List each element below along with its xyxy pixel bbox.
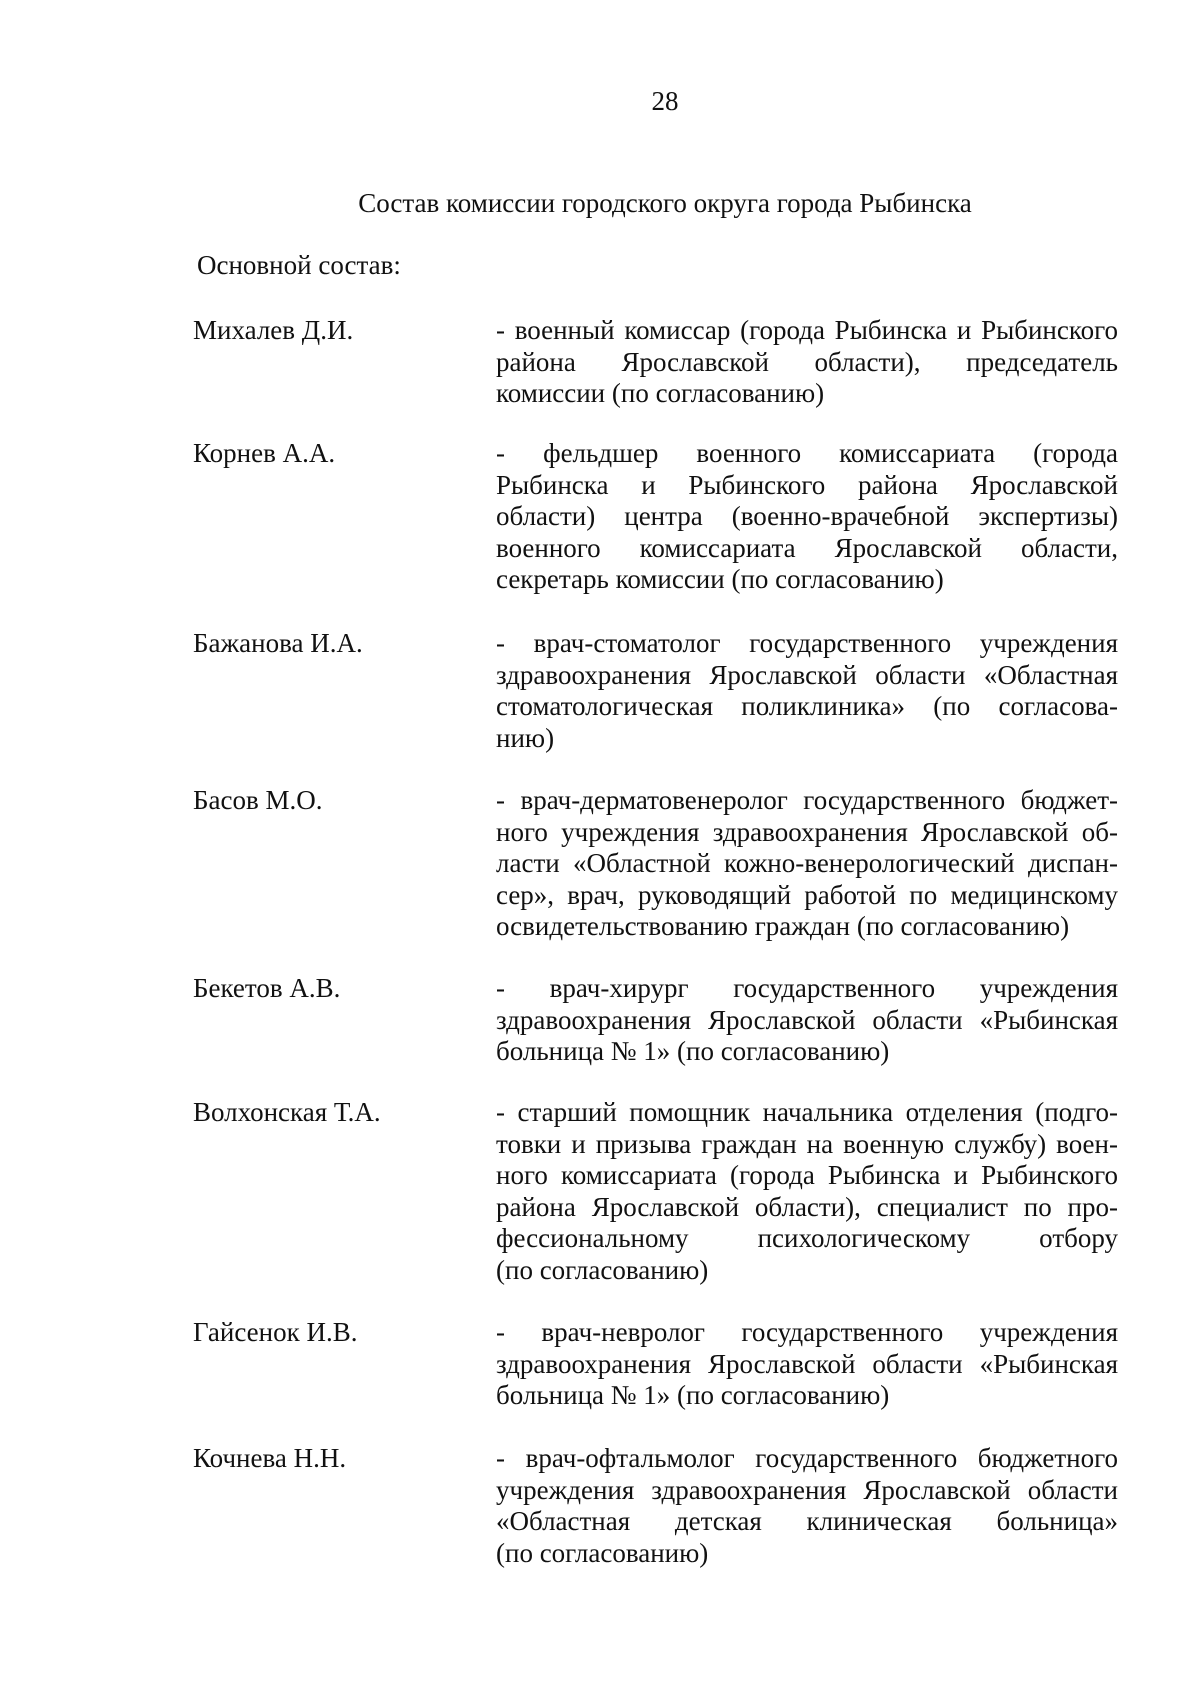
role-line: учреждения здравоохранения Ярославской области [496,1474,1118,1505]
role-line: освидетельствованию граждан (по согласованию) [496,911,1070,941]
role-line: стоматологическая поликлиника» (по согласова- [496,691,1118,721]
section-heading: Основной состав: [197,250,401,280]
role-line: - врач-хирург государственного учреждения [496,973,1118,1003]
role-line: - военный комиссар (города Рыбинска и Рыбинского [496,315,1118,345]
role-line: здравоохранения Ярославской области «Рыбинская [496,1348,1118,1379]
member-role [496,1317,1118,1412]
member-name: Бажанова И.А. [193,628,363,658]
member-name: Бекетов А.В. [193,973,341,1003]
member-name: Басов М.О. [193,785,323,815]
role-line: - врач-дерматовенеролог государственного бюджет- [496,785,1118,815]
member-role [496,315,1118,410]
role-line: больница № 1» (по согласованию) [496,1036,890,1066]
role-line: района Ярославской области), председатель [496,346,1118,377]
role-line: ного учреждения здравоохранения Ярославской об- [496,816,1118,847]
page-number: 28 [651,86,679,116]
member-role [496,1097,1118,1286]
role-line: (по согласованию) [496,1254,709,1285]
role-line: здравоохранения Ярославской области «Рыбинская [496,1004,1118,1035]
member-role [496,628,1118,754]
role-line: сер», врач, руководящий работой по медицинскому [496,879,1118,910]
document-title: Состав комиссии городского округа города Рыбинска [358,188,972,218]
role-line: области) центра (военно-врачебной экспертизы) [496,501,1118,531]
member-role [496,1443,1118,1569]
member-name: Корнев А.А. [193,438,336,468]
member-role [496,785,1118,943]
role-line: района Ярославской области), специалист по про- [496,1191,1118,1222]
member-name: Гайсенок И.В. [193,1317,358,1347]
member-name: Михалев Д.И. [193,315,354,345]
member-role [496,438,1118,596]
role-line: - фельдшер военного комиссариата (города [496,438,1118,468]
role-line: больница № 1» (по согласованию) [496,1380,890,1410]
role-line: - врач-стоматолог государственного учреждения [496,628,1118,658]
role-line: «Областная детская клиническая больница» [496,1506,1118,1536]
role-line: Рыбинска и Рыбинского района Ярославской [496,469,1118,500]
role-line: секретарь комиссии (по согласованию) [496,564,944,594]
role-line: - врач-невролог государственного учреждения [496,1317,1118,1347]
role-line: комиссии (по согласованию) [496,378,825,408]
role-line: (по согласованию) [496,1537,709,1568]
role-line: - врач-офтальмолог государственного бюджетного [496,1443,1118,1473]
role-line: - старший помощник начальника отделения (подго- [496,1097,1118,1127]
role-line: фессиональному психологическому отбору [496,1223,1118,1253]
role-line: здравоохранения Ярославской области «Областная [496,659,1118,690]
role-line: военного комиссариата Ярославской области, [496,532,1118,563]
role-line: нию) [496,722,555,753]
role-line: товки и призыва граждан на военную службу) воен- [496,1128,1118,1159]
role-line: ласти «Областной кожно-венерологический диспан- [496,848,1118,878]
member-name: Волхонская Т.А. [193,1097,381,1127]
role-line: ного комиссариата (города Рыбинска и Рыбинского [496,1160,1118,1190]
member-role [496,973,1118,1068]
member-name: Кочнева Н.Н. [193,1443,347,1473]
